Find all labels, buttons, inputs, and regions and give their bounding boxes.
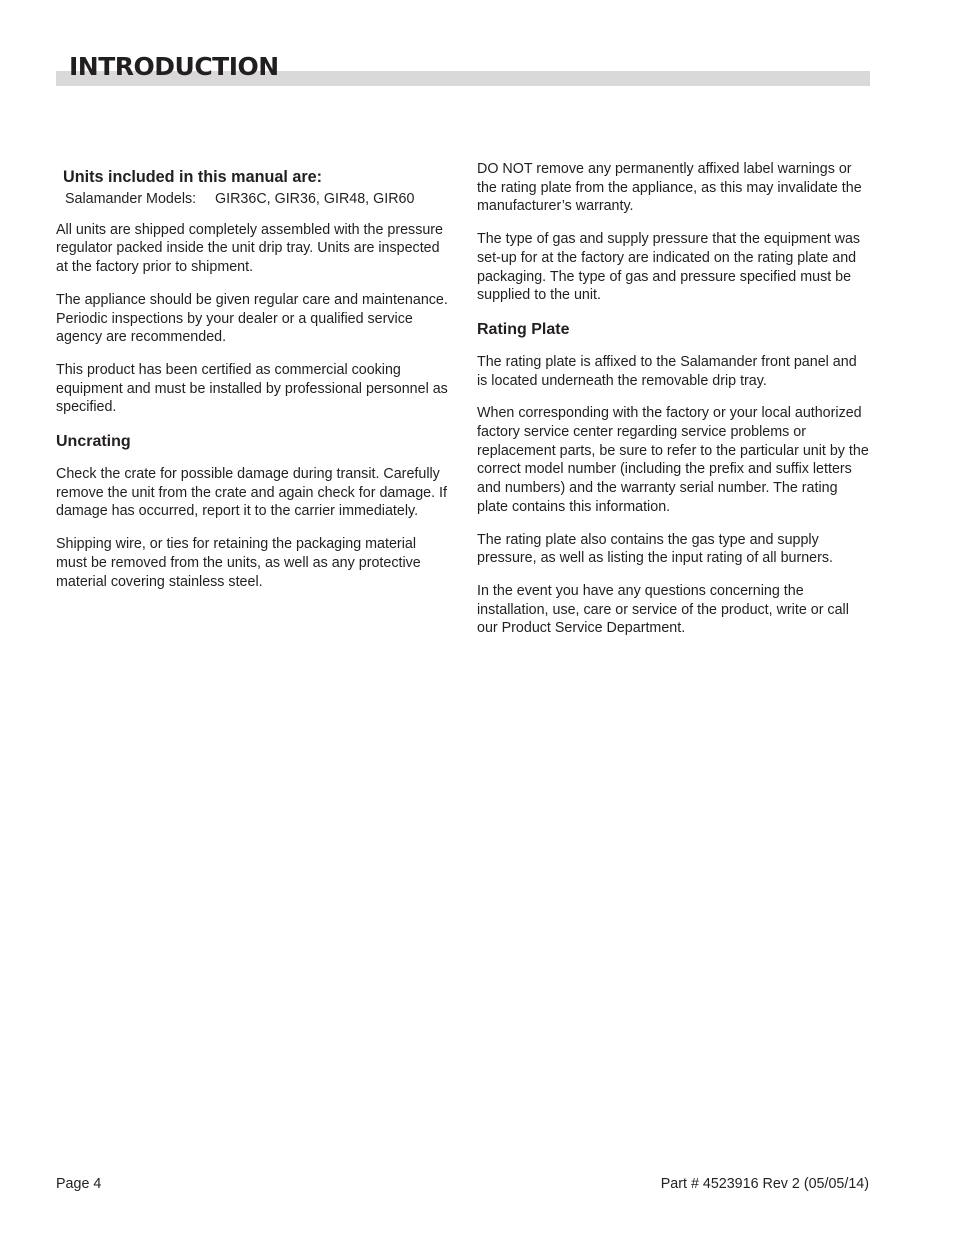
paragraph-corresponding: When corresponding with the factory or your local authorized factory service center regarding service problems or replacement parts, be sure to refer to the particular unit by the correct model number (including the prefix and suffix letters and numbers) and the warranty serial number. The rating plate contains this information.	[477, 405, 869, 515]
paragraph-maintenance: The appliance should be given regular care and maintenance. Periodic inspections by your dealer or a qualified service agency are recommended.	[56, 291, 448, 346]
paragraph-certification: This product has been certified as commercial cooking equipment and must be installed by professional personnel as specified.	[56, 361, 448, 416]
models-line	[65, 190, 448, 209]
left-column	[56, 160, 448, 605]
paragraph-crate-damage: Check the crate for possible damage during transit. Carefully remove the unit from the crate and again check for damage. If damage has occurred, report it to the carrier immediately.	[56, 466, 447, 520]
models-value: GIR36C, GIR36, GIR48, GIR60	[215, 191, 415, 207]
right-column	[477, 160, 869, 652]
units-heading: Units included in this manual are:	[63, 168, 323, 186]
page-title: INTRODUCTION	[69, 52, 279, 81]
page-number: Page 4	[56, 1176, 102, 1192]
rating-plate-heading: Rating Plate	[477, 320, 570, 338]
models-label: Salamander Models:	[65, 191, 197, 207]
part-number: Part # 4523916 Rev 2 (05/05/14)	[660, 1176, 869, 1192]
paragraph-shipping-wire: Shipping wire, or ties for retaining the packaging material must be removed from the units, as well as any protective material covering stainless steel.	[56, 536, 421, 590]
paragraph-rating-location: The rating plate is affixed to the Salamander front panel and is located underneath the removable drip tray.	[477, 353, 857, 389]
paragraph-label-warnings: DO NOT remove any permanently affixed label warnings or the rating plate from the appliance, as this may invalidate the manufacturer’s warranty.	[477, 161, 862, 215]
paragraph-shipping: All units are shipped completely assembled with the pressure regulator packed inside the unit drip tray. Units are inspected at the factory prior to shipment.	[56, 221, 444, 276]
uncrating-heading: Uncrating	[56, 433, 131, 451]
paragraph-rating-contents: The rating plate also contains the gas type and supply pressure, as well as listing the input rating of all burners.	[477, 531, 834, 567]
paragraph-gas-type: The type of gas and supply pressure that the equipment was set-up for at the factory are indicated on the rating plate and packaging. The type of gas and pressure specified must be supplied to the unit.	[477, 231, 861, 304]
paragraph-questions: In the event you have any questions concerning the installation, use, care or service of the product, write or call our Product Service Department.	[477, 582, 849, 637]
